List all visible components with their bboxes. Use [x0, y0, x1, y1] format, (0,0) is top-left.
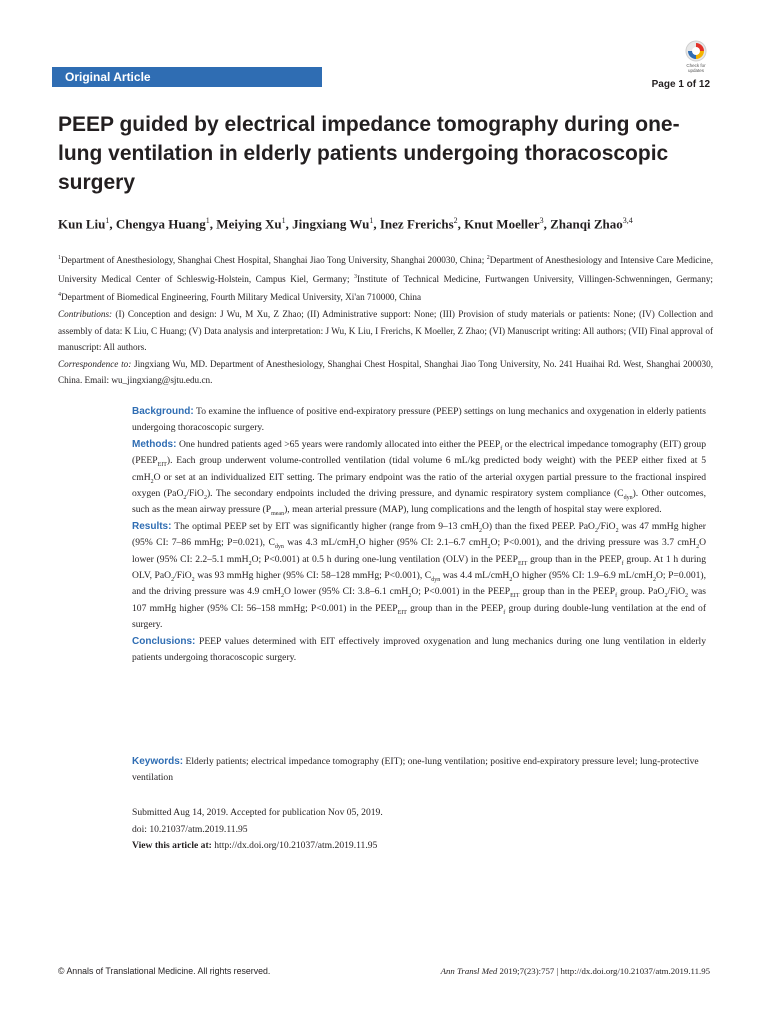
- subscript: EIT: [397, 609, 407, 616]
- subscript: 2: [280, 593, 284, 600]
- author-sup: 1: [105, 216, 110, 225]
- results-label: Results:: [132, 520, 172, 532]
- article-title: PEEP guided by electrical impedance tomography during one-lung ventilation in elderly patients undergoing thoracoscopic surgery: [58, 113, 680, 194]
- author-name: Knut Moeller: [464, 216, 540, 232]
- page-number: Page 1 of 12: [651, 79, 710, 90]
- author-sup: 3: [539, 216, 544, 225]
- doi: doi: 10.21037/atm.2019.11.95: [132, 823, 248, 835]
- author-name: Kun Liu: [58, 216, 106, 232]
- submission-dates: Submitted Aug 14, 2019. Accepted for publication Nov 05, 2019.: [132, 807, 383, 818]
- author-sup: 1: [369, 216, 374, 225]
- citation-text: 2019;7(23):757 | http://dx.doi.org/10.21037/atm.2019.11.95: [499, 966, 710, 976]
- footer-copyright: © Annals of Translational Medicine. All rights reserved.: [58, 966, 271, 976]
- contributions-label: Contributions:: [58, 308, 113, 319]
- keywords-label: Keywords:: [132, 756, 184, 767]
- correspondence-text: Jingxiang Wu, MD. Department of Anesthesiology, Shanghai Chest Hospital, Shanghai Jiao Tong University, No. 241 Huaihai Rd. West, Shanghai 200030, China. Email: wu_jingxiang@sjtu.edu.cn.: [58, 358, 714, 386]
- correspondence: [58, 356, 713, 389]
- background-label: Background:: [132, 406, 194, 417]
- subscript: 2: [615, 527, 619, 534]
- crossmark-badge[interactable]: [678, 40, 714, 74]
- conclusions-text: PEEP values determined with EIT effectively improved oxygenation and lung mechanics during one lung ventilation in elderly patients undergoing thoracoscopic surgery.: [132, 635, 707, 664]
- subscript: 2: [664, 593, 668, 600]
- affil-sup: 4: [58, 292, 61, 299]
- subscript: 2: [150, 478, 154, 485]
- subscript: 2: [248, 560, 252, 567]
- subscript: 2: [355, 544, 359, 551]
- subscript: dyn: [431, 576, 441, 583]
- view-article-link[interactable]: http://dx.doi.org/10.21037/atm.2019.11.95: [214, 840, 378, 851]
- subscript: 2: [479, 527, 482, 534]
- abstract: [132, 404, 706, 667]
- subscript: 2: [487, 544, 491, 551]
- article-type-banner: Original Article: [52, 67, 322, 87]
- subscript: mean: [271, 511, 285, 518]
- subscript: dyn: [623, 494, 633, 501]
- journal-name: Ann Transl Med: [440, 966, 498, 976]
- subscript: dyn: [274, 544, 284, 551]
- subscript: EIT: [517, 560, 528, 567]
- view-article-line: [132, 838, 692, 855]
- subscript: f: [615, 593, 618, 600]
- affil-sup: 1: [58, 255, 61, 261]
- footer-citation: [441, 966, 710, 976]
- subscript: f: [500, 445, 503, 452]
- crossmark-label: Check for updates: [686, 63, 706, 73]
- view-article-label: View this article at:: [132, 840, 212, 851]
- affiliation-list: [58, 250, 713, 306]
- contributions-text: (I) Conception and design: J Wu, M Xu, Z Zhao; (II) Administrative support: None; (III) Provision of study materials or patients: None; (IV) Collection and assembly of data: K Liu, C Huang; (V) Data analysis and interpretation: J Wu, K Liu, I Frerichs, K Moeller, Z Zhao; (VI) Manuscript writing: All authors; (VII) Final approval of manuscript: All authors.: [58, 308, 713, 353]
- subscript: 2: [171, 576, 175, 583]
- subscript: 2: [594, 527, 598, 534]
- author-name: Jingxiang Wu: [292, 216, 370, 232]
- subscript: 2: [183, 494, 187, 501]
- subscript: 2: [191, 576, 195, 583]
- author-sup: 1: [205, 216, 210, 225]
- author-name: Chengya Huang: [115, 216, 206, 232]
- author-name: Inez Frerichs: [379, 216, 454, 232]
- subscript: f: [503, 609, 506, 616]
- subscript: 2: [509, 576, 513, 583]
- affiliation: Department of Anesthesiology and Intensive Care Medicine, University Medical Center of Schleswig-Holstein, Campus Kiel, Germany;: [58, 255, 714, 284]
- subscript: 2: [203, 494, 207, 501]
- affil-sup: 2: [486, 255, 490, 261]
- conclusions-label: Conclusions:: [132, 635, 196, 647]
- affiliation: Department of Biomedical Engineering, Fourth Military Medical University, Xi'an 710000, China: [61, 292, 422, 303]
- crossmark-icon: [685, 40, 707, 62]
- results-text: The optimal PEEP set by EIT was significantly higher (range from 9–13 cmH$_2$O) than the fixed PEEP. PaO$_2$/FiO$_2$ was 47 mmHg higher (95% CI: 7–86 mmHg; P=0.021), $C_{dyn}$ was 4.3 mL/cmH$_2$O higher (95% CI: 2.1–6.7 cmH$_2$O; P<0.001), and the driving pressure was 3.7 cmH$_2$O lower (95% CI: 2.2–5.1 mmH$_2$O; P<0.001) at 0.5 h during one-lung ventilation (OLV) in the $PEEP_{EIT}$ group than in the $PEEP_f$ group. At 1 h during OLV, PaO$_2$/FiO$_2$ was 93 mmHg higher (95% CI: 58–128 mmHg; P<0.001), $C_{dyn}$ was 4.4 mL/cmH$_2$O higher (95% CI: 1.9–6.9 mL/cmH$_2$O; P=0.001), and the driving pressure was 4.9 cmH$_2$O lower (95% CI: 3.8–6.1 cmH$_2$O; P<0.001) in the $PEEP_{EIT}$ group than in the $PEEP_f$ group. PaO$_2$/FiO$_2$ was 107 mmHg higher (95% CI: 56–158 mmHg; P<0.001) in the $PEEP_{EIT}$ group than in the $PEEP_f$ group during double-lung ventilation at the end of surgery.: [132, 520, 707, 631]
- affiliation: Institute of Technical Medicine, Furtwangen University, Villingen-Schwenningen, Germany;: [357, 273, 713, 284]
- author-sup: 2: [453, 216, 458, 225]
- abstract-background: [132, 404, 706, 437]
- background-text: To examine the influence of positive end-expiratory pressure (PEEP) settings on lung mechanics and oxygenation in elderly patients undergoing thoracoscopic surgery.: [132, 406, 706, 434]
- methods-label: Methods:: [132, 438, 177, 450]
- author-name: Zhanqi Zhao: [550, 216, 623, 232]
- subscript: EIT: [157, 462, 167, 469]
- author-sup: 1: [281, 216, 286, 225]
- abstract-methods: [132, 437, 706, 519]
- correspondence-label: Correspondence to:: [58, 358, 132, 369]
- affiliations-block: [58, 250, 713, 389]
- author-sup: 3,4: [622, 216, 633, 225]
- subscript: EIT: [510, 593, 520, 600]
- submission-info: [132, 805, 692, 855]
- affil-sup: 3: [354, 273, 357, 280]
- keywords: [132, 754, 706, 787]
- subscript: f: [621, 560, 624, 567]
- keywords-text: Elderly patients; electrical impedance tomography (EIT); one-lung ventilation; positive end-expiratory pressure level; lung-protective ventilation: [132, 756, 699, 784]
- subscript: 2: [408, 593, 412, 600]
- contributions: [58, 306, 713, 356]
- subscript: 2: [652, 576, 656, 583]
- affiliation: Department of Anesthesiology, Shanghai Chest Hospital, Shanghai Jiao Tong University, Shanghai 200030, China;: [61, 255, 485, 266]
- author-list: Kun Liu$^1$, Chengya Huang$^1$, Meiying Xu$^1$, Jingxiang Wu$^1$, Inez Frerichs$^2$, Knut Moeller$^3$, Zhanqi Zhao$^{3,4}$: [58, 216, 633, 232]
- methods-text: One hundred patients aged >65 years were randomly allocated into either the $PEEP_f$ or the electrical impedance tomography (EIT) group $(PEEP_{EIT})$. Each group underwent volume-controlled ventilation (tidal volume 6 mL/kg predicted body weight) with the PEEP either fixed at 5 cmH$_2$O or set at an individualized EIT setting. The primary endpoint was the ratio of the arterial oxygen partial pressure to the fractional inspired oxygen (PaO$_2$/FiO$_2$). The secondary endpoints included the driving pressure, and dynamic respiratory system compliance $(C_{dyn})$. Other outcomes, such as the mean airway pressure $(P_{mean})$, mean arterial pressure (MAP), lung complications and the length of hospital stay were explored.: [132, 438, 707, 518]
- subscript: 2: [696, 544, 700, 551]
- abstract-results: [132, 519, 706, 634]
- subscript: 2: [685, 593, 689, 600]
- author-name: Meiying Xu: [216, 216, 282, 232]
- abstract-conclusions: [132, 634, 706, 667]
